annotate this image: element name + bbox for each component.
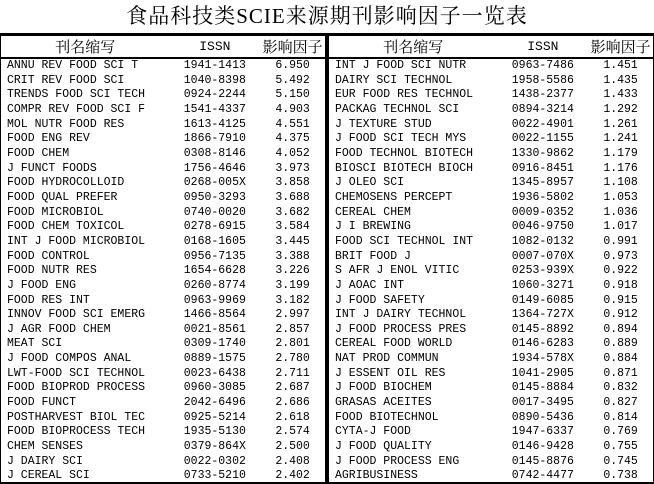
table-row xyxy=(329,103,653,118)
impact-factor-cell: 4.375 xyxy=(275,132,310,146)
journal-abbrev-cell: FOOD BIOPROCESS TECH xyxy=(7,425,146,439)
issn-cell: 0046-9750 xyxy=(511,220,574,234)
impact-factor-cell: 0.871 xyxy=(603,366,638,380)
table-left-half xyxy=(1,36,325,482)
impact-factor-cell: 0.894 xyxy=(603,322,638,336)
impact-factor-cell: 1.108 xyxy=(603,176,638,190)
journal-abbrev-cell: GRASAS ACEITES xyxy=(335,396,432,410)
impact-factor-cell: 2.857 xyxy=(275,322,310,336)
issn-cell: 2042-6496 xyxy=(183,396,246,410)
issn-cell: 0963-9969 xyxy=(183,293,246,307)
issn-cell: 0146-6283 xyxy=(511,337,574,351)
issn-cell: 0308-8146 xyxy=(183,146,246,160)
journal-abbrev-cell: FOOD CHEM xyxy=(7,146,70,160)
journal-abbrev-cell: J OLEO SCI xyxy=(335,176,405,190)
issn-cell: 1866-7910 xyxy=(183,132,246,146)
journal-abbrev-cell: COMPR REV FOOD SCI F xyxy=(7,102,146,116)
table-row xyxy=(1,352,325,367)
journal-abbrev-cell: FOOD CONTROL xyxy=(7,249,90,263)
table-row xyxy=(329,118,653,133)
impact-factor-cell: 3.584 xyxy=(275,220,310,234)
impact-factor-table xyxy=(0,33,654,484)
issn-cell: 0733-5210 xyxy=(183,469,246,483)
impact-factor-cell: 0.912 xyxy=(603,308,638,322)
table-row xyxy=(1,337,325,352)
table-row xyxy=(329,367,653,382)
table-row xyxy=(329,235,653,250)
table-row xyxy=(1,235,325,250)
issn-cell: 0145-8876 xyxy=(511,454,574,468)
table-row xyxy=(329,425,653,440)
impact-factor-cell: 1.017 xyxy=(603,220,638,234)
journal-abbrev-cell: MOL NUTR FOOD RES xyxy=(7,117,125,131)
journal-abbrev-cell: J AOAC INT xyxy=(335,278,405,292)
table-row xyxy=(329,74,653,89)
issn-cell: 0146-9428 xyxy=(511,440,574,454)
journal-abbrev-cell: J FOOD ENG xyxy=(7,278,77,292)
col-header-journal-abbrev: 刊名缩写 xyxy=(1,36,169,58)
journal-abbrev-cell: LWT-FOOD SCI TECHNOL xyxy=(7,366,146,380)
table-row xyxy=(329,88,653,103)
issn-cell: 1756-4646 xyxy=(183,161,246,175)
impact-factor-cell: 1.179 xyxy=(603,146,638,160)
table-row xyxy=(1,455,325,470)
table-row xyxy=(329,381,653,396)
issn-cell: 0022-0302 xyxy=(183,454,246,468)
impact-factor-cell: 1.261 xyxy=(603,117,638,131)
impact-factor-cell: 2.780 xyxy=(275,352,310,366)
impact-factor-cell: 0.884 xyxy=(603,352,638,366)
journal-abbrev-cell: J FUNCT FOODS xyxy=(7,161,97,175)
issn-cell: 0278-6915 xyxy=(183,220,246,234)
issn-cell: 0149-6085 xyxy=(511,293,574,307)
journal-abbrev-cell: J DAIRY SCI xyxy=(7,454,83,468)
journal-abbrev-cell: FOOD SCI TECHNOL INT xyxy=(335,234,474,248)
impact-factor-cell: 1.053 xyxy=(603,190,638,204)
impact-factor-cell: 2.686 xyxy=(275,396,310,410)
table-row xyxy=(1,294,325,309)
issn-cell: 0022-4901 xyxy=(511,117,574,131)
header-row xyxy=(1,36,325,58)
journal-abbrev-cell: DAIRY SCI TECHNOL xyxy=(335,73,453,87)
issn-cell: 1082-0132 xyxy=(511,234,574,248)
issn-cell: 0253-939X xyxy=(511,264,574,278)
issn-cell: 1958-5586 xyxy=(511,73,574,87)
issn-cell: 0916-8451 xyxy=(511,161,574,175)
table-row xyxy=(1,220,325,235)
table-right-body xyxy=(329,58,653,484)
table-row xyxy=(1,191,325,206)
issn-cell: 0145-8892 xyxy=(511,322,574,336)
journal-abbrev-cell: J FOOD QUALITY xyxy=(335,440,432,454)
table-row xyxy=(1,279,325,294)
issn-cell: 0022-1155 xyxy=(511,132,574,146)
col-header-impact-factor: 影响因子 xyxy=(260,36,325,58)
issn-cell: 0023-6438 xyxy=(183,366,246,380)
journal-abbrev-cell: FOOD RES INT xyxy=(7,293,90,307)
table-row xyxy=(329,264,653,279)
issn-cell: 0017-3495 xyxy=(511,396,574,410)
impact-factor-cell: 1.435 xyxy=(603,73,638,87)
impact-factor-cell: 4.903 xyxy=(275,102,310,116)
col-header-issn: ISSN xyxy=(497,36,588,58)
issn-cell: 1935-5130 xyxy=(183,425,246,439)
issn-cell: 0740-0020 xyxy=(183,205,246,219)
impact-factor-cell: 3.688 xyxy=(275,190,310,204)
impact-factor-cell: 3.182 xyxy=(275,293,310,307)
impact-factor-cell: 3.858 xyxy=(275,176,310,190)
table-row xyxy=(1,88,325,103)
impact-factor-cell: 0.745 xyxy=(603,454,638,468)
issn-cell: 0894-3214 xyxy=(511,102,574,116)
impact-factor-cell: 0.991 xyxy=(603,234,638,248)
impact-factor-cell: 2.408 xyxy=(275,454,310,468)
journal-abbrev-cell: J FOOD COMPOS ANAL xyxy=(7,352,132,366)
impact-factor-cell: 2.997 xyxy=(275,308,310,322)
journal-abbrev-cell: CEREAL FOOD WORLD xyxy=(335,337,453,351)
issn-cell: 1345-8957 xyxy=(511,176,574,190)
issn-cell: 0889-1575 xyxy=(183,352,246,366)
issn-cell: 1613-4125 xyxy=(183,117,246,131)
issn-cell: 1947-6337 xyxy=(511,425,574,439)
journal-abbrev-cell: INT J FOOD MICROBIOL xyxy=(7,234,146,248)
impact-factor-cell: 5.492 xyxy=(275,73,310,87)
impact-factor-cell: 1.176 xyxy=(603,161,638,175)
journal-abbrev-cell: INT J FOOD SCI NUTR xyxy=(335,59,467,72)
journal-abbrev-cell: INNOV FOOD SCI EMERG xyxy=(7,308,146,322)
journal-abbrev-cell: J TEXTURE STUD xyxy=(335,117,432,131)
table-row xyxy=(1,176,325,191)
impact-factor-cell: 3.388 xyxy=(275,249,310,263)
impact-factor-cell: 4.052 xyxy=(275,146,310,160)
journal-table-left xyxy=(1,36,325,484)
table-row xyxy=(329,220,653,235)
table-row xyxy=(1,425,325,440)
impact-factor-cell: 0.814 xyxy=(603,410,638,424)
table-row xyxy=(329,352,653,367)
table-row xyxy=(1,103,325,118)
impact-factor-cell: 0.922 xyxy=(603,264,638,278)
journal-abbrev-cell: FOOD QUAL PREFER xyxy=(7,190,118,204)
table-row xyxy=(329,455,653,470)
journal-abbrev-cell: EUR FOOD RES TECHNOL xyxy=(335,88,474,102)
issn-cell: 1330-9862 xyxy=(511,146,574,160)
journal-abbrev-cell: INT J DAIRY TECHNOL xyxy=(335,308,467,322)
impact-factor-cell: 0.832 xyxy=(603,381,638,395)
issn-cell: 1041-2905 xyxy=(511,366,574,380)
table-row xyxy=(1,381,325,396)
issn-cell: 1040-8398 xyxy=(183,73,246,87)
impact-factor-cell: 1.433 xyxy=(603,88,638,102)
journal-abbrev-cell: BRIT FOOD J xyxy=(335,249,411,263)
table-row xyxy=(329,469,653,484)
impact-factor-cell: 3.199 xyxy=(275,278,310,292)
impact-factor-cell: 2.402 xyxy=(275,469,310,483)
journal-abbrev-cell: TRENDS FOOD SCI TECH xyxy=(7,88,146,102)
table-right-half xyxy=(329,36,653,482)
table-row xyxy=(1,440,325,455)
journal-abbrev-cell: J FOOD PROCESS PRES xyxy=(335,322,467,336)
issn-cell: 0960-3085 xyxy=(183,381,246,395)
table-row xyxy=(329,323,653,338)
table-row xyxy=(329,206,653,221)
journal-abbrev-cell: POSTHARVEST BIOL TEC xyxy=(7,410,146,424)
table-row xyxy=(329,147,653,162)
table-row xyxy=(329,396,653,411)
table-row xyxy=(329,132,653,147)
table-row xyxy=(1,118,325,133)
journal-abbrev-cell: PACKAG TECHNOL SCI xyxy=(335,102,460,116)
impact-factor-cell: 3.682 xyxy=(275,205,310,219)
col-header-issn: ISSN xyxy=(169,36,260,58)
impact-factor-cell: 3.226 xyxy=(275,264,310,278)
issn-cell: 0925-5214 xyxy=(183,410,246,424)
impact-factor-cell: 5.150 xyxy=(275,88,310,102)
impact-factor-cell: 2.574 xyxy=(275,425,310,439)
impact-factor-cell: 0.827 xyxy=(603,396,638,410)
journal-table-right xyxy=(329,36,653,484)
impact-factor-cell: 0.973 xyxy=(603,249,638,263)
journal-abbrev-cell: FOOD MICROBIOL xyxy=(7,205,104,219)
table-row xyxy=(329,250,653,265)
table-row xyxy=(329,191,653,206)
table-row xyxy=(1,367,325,382)
issn-cell: 0379-864X xyxy=(183,440,246,454)
impact-factor-cell: 2.801 xyxy=(275,337,310,351)
impact-factor-cell: 4.551 xyxy=(275,117,310,131)
impact-factor-cell: 2.711 xyxy=(275,366,310,380)
journal-abbrev-cell: BIOSCI BIOTECH BIOCH xyxy=(335,161,474,175)
issn-cell: 1941-1413 xyxy=(183,59,246,72)
table-row xyxy=(1,74,325,89)
impact-factor-cell: 0.918 xyxy=(603,278,638,292)
issn-cell: 0956-7135 xyxy=(183,249,246,263)
page-title: 食品科技类SCIE来源期刊影响因子一览表 xyxy=(126,4,528,28)
journal-abbrev-cell: FOOD HYDROCOLLOID xyxy=(7,176,125,190)
journal-abbrev-cell: J FOOD SCI TECH MYS xyxy=(335,132,467,146)
impact-factor-cell: 3.445 xyxy=(275,234,310,248)
impact-factor-cell: 1.036 xyxy=(603,205,638,219)
table-row xyxy=(1,206,325,221)
journal-abbrev-cell: J FOOD SAFETY xyxy=(335,293,425,307)
table-row xyxy=(1,132,325,147)
issn-cell: 1936-5802 xyxy=(511,190,574,204)
issn-cell: 1364-727X xyxy=(511,308,574,322)
impact-factor-cell: 3.973 xyxy=(275,161,310,175)
issn-cell: 0742-4477 xyxy=(511,469,574,483)
impact-factor-cell: 1.451 xyxy=(603,59,638,72)
table-row xyxy=(1,411,325,426)
impact-factor-cell: 2.618 xyxy=(275,410,310,424)
table-row xyxy=(329,308,653,323)
journal-abbrev-cell: FOOD ENG REV xyxy=(7,132,90,146)
issn-cell: 0309-1740 xyxy=(183,337,246,351)
header-row xyxy=(329,36,653,58)
journal-abbrev-cell: J I BREWING xyxy=(335,220,411,234)
journal-abbrev-cell: J CEREAL SCI xyxy=(7,469,90,483)
table-row xyxy=(1,162,325,177)
table-row xyxy=(1,147,325,162)
issn-cell: 1541-4337 xyxy=(183,102,246,116)
journal-abbrev-cell: AGRIBUSINESS xyxy=(335,469,418,483)
impact-factor-cell: 2.500 xyxy=(275,440,310,454)
impact-factor-cell: 0.889 xyxy=(603,337,638,351)
issn-cell: 0145-8884 xyxy=(511,381,574,395)
journal-abbrev-cell: FOOD FUNCT xyxy=(7,396,77,410)
issn-cell: 0009-0352 xyxy=(511,205,574,219)
issn-cell: 1466-8564 xyxy=(183,308,246,322)
journal-abbrev-cell: J FOOD PROCESS ENG xyxy=(335,454,460,468)
issn-cell: 0963-7486 xyxy=(511,59,574,72)
table-row xyxy=(329,279,653,294)
journal-abbrev-cell: S AFR J ENOL VITIC xyxy=(335,264,460,278)
journal-abbrev-cell: FOOD CHEM TOXICOL xyxy=(7,220,125,234)
table-row xyxy=(329,176,653,191)
table-row xyxy=(329,411,653,426)
issn-cell: 0021-8561 xyxy=(183,322,246,336)
table-row xyxy=(329,162,653,177)
journal-abbrev-cell: MEAT SCI xyxy=(7,337,63,351)
journal-abbrev-cell: FOOD BIOPROD PROCESS xyxy=(7,381,146,395)
impact-factor-cell: 1.241 xyxy=(603,132,638,146)
journal-abbrev-cell: FOOD BIOTECHNOL xyxy=(335,410,439,424)
issn-cell: 0168-1605 xyxy=(183,234,246,248)
issn-cell: 0890-5436 xyxy=(511,410,574,424)
issn-cell: 0007-070X xyxy=(511,249,574,263)
impact-factor-cell: 0.915 xyxy=(603,293,638,307)
issn-cell: 0268-005X xyxy=(183,176,246,190)
col-header-journal-abbrev: 刊名缩写 xyxy=(329,36,497,58)
journal-abbrev-cell: CHEMOSENS PERCEPT xyxy=(335,190,453,204)
table-row xyxy=(1,308,325,323)
table-row xyxy=(329,58,653,74)
table-row xyxy=(1,264,325,279)
journal-abbrev-cell: NAT PROD COMMUN xyxy=(335,352,439,366)
issn-cell: 1934-578X xyxy=(511,352,574,366)
journal-abbrev-cell: FOOD TECHNOL BIOTECH xyxy=(335,146,474,160)
table-row xyxy=(1,396,325,411)
table-row xyxy=(329,294,653,309)
issn-cell: 1060-3271 xyxy=(511,278,574,292)
journal-abbrev-cell: J AGR FOOD CHEM xyxy=(7,322,111,336)
journal-abbrev-cell: CRIT REV FOOD SCI xyxy=(7,73,125,87)
issn-cell: 0950-3293 xyxy=(183,190,246,204)
journal-abbrev-cell: ANNU REV FOOD SCI T xyxy=(7,59,139,72)
table-row xyxy=(1,323,325,338)
col-header-impact-factor: 影响因子 xyxy=(588,36,653,58)
impact-factor-cell: 0.738 xyxy=(603,469,638,483)
issn-cell: 0260-8774 xyxy=(183,278,246,292)
impact-factor-cell: 0.755 xyxy=(603,440,638,454)
journal-abbrev-cell: CYTA-J FOOD xyxy=(335,425,411,439)
table-row xyxy=(1,58,325,74)
impact-factor-cell: 1.292 xyxy=(603,102,638,116)
journal-abbrev-cell: J FOOD BIOCHEM xyxy=(335,381,432,395)
table-row xyxy=(1,250,325,265)
journal-abbrev-cell: J ESSENT OIL RES xyxy=(335,366,446,380)
table-row xyxy=(1,469,325,484)
impact-factor-cell: 2.687 xyxy=(275,381,310,395)
issn-cell: 1654-6628 xyxy=(183,264,246,278)
table-row xyxy=(329,337,653,352)
impact-factor-cell: 6.950 xyxy=(275,59,310,72)
impact-factor-cell: 0.769 xyxy=(603,425,638,439)
issn-cell: 1438-2377 xyxy=(511,88,574,102)
journal-abbrev-cell: CHEM SENSES xyxy=(7,440,83,454)
table-row xyxy=(329,440,653,455)
journal-abbrev-cell: CEREAL CHEM xyxy=(335,205,411,219)
table-left-body xyxy=(1,58,325,484)
issn-cell: 0924-2244 xyxy=(183,88,246,102)
journal-abbrev-cell: FOOD NUTR RES xyxy=(7,264,97,278)
